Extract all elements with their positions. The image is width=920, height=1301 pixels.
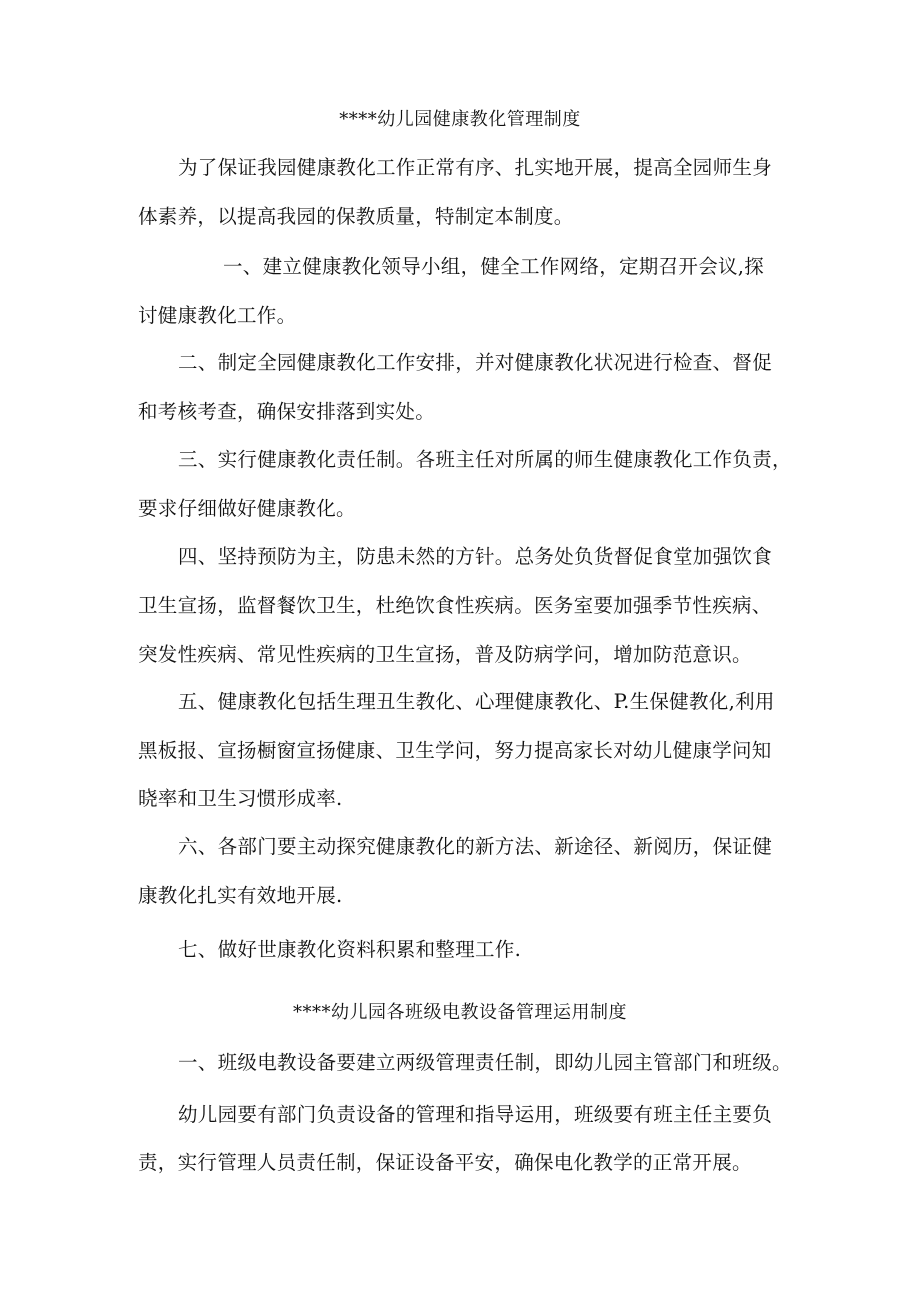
section1-line-6: 和考核考查，确保安排落到实处。 bbox=[138, 400, 436, 423]
section2-line-3: 责，实行管理人员责任制，保证设备平安，确保电化教学的正常开展。 bbox=[138, 1151, 752, 1174]
section2-title: ****幼儿园各班级电教设备管理运用制度 bbox=[293, 1002, 627, 1023]
section1-line-5: 二、制定全园健康教化工作安排，并对健康教化状况进行检查、督促 bbox=[178, 351, 773, 374]
section2-line-1: 一、班级电教设备要建立两级管理责任制，即幼儿园主管部门和班级。 bbox=[178, 1051, 792, 1074]
section1-line-13: 黑板报、宣扬橱窗宣扬健康、卫生学问，努力提高家长对幼儿健康学问知 bbox=[138, 739, 772, 762]
section1-line-2: 体素养，以提高我园的保教质量，特制定本制度。 bbox=[138, 205, 574, 228]
section1-line-11: 突发性疾病、常见性疾病的卫生宣扬，普及防病学问，增加防范意识。 bbox=[138, 643, 752, 666]
section1-line-10: 卫生宣扬，监督餐饮卫生，杜绝饮食性疾病。医务室要加强季节性疾病、 bbox=[138, 594, 772, 617]
section1-line-3: 一、建立健康教化领导小组，健全工作网络，定期召开会议,探 bbox=[223, 255, 765, 278]
section1-line-16: 康教化扎实有效地开展. bbox=[138, 884, 343, 907]
section1-line-17: 七、做好世康教化资料积累和整理工作. bbox=[178, 938, 522, 961]
section1-line-12: 五、健康教化包括生理丑生教化、心理健康教化、P.生保健教化,利用 bbox=[178, 690, 775, 713]
section1-line-9: 四、坚持预防为主，防患未然的方针。总务处负货督促食堂加强饮食 bbox=[178, 545, 773, 568]
section2-line-2: 幼儿园要有部门负责设备的管理和指导运用，班级要有班主任主要负 bbox=[178, 1103, 773, 1126]
section1-line-15: 六、各部门要主动探究健康教化的新方法、新途径、新阅历，保证健 bbox=[178, 835, 773, 858]
section1-line-14: 晓率和卫生习惯形成率. bbox=[138, 787, 343, 810]
section1-line-7: 三、实行健康教化责任制。各班主任对所属的师生健康教化工作负责， bbox=[178, 448, 792, 471]
section1-line-1: 为了保证我园健康教化工作正常有序、扎实地开展，提高全园师生身 bbox=[178, 156, 773, 179]
section1-line-8: 要求仔细做好健康教化。 bbox=[138, 497, 356, 520]
section1-line-4: 讨健康教化工作。 bbox=[138, 304, 297, 327]
section1-title: ****幼儿园健康教化管理制度 bbox=[339, 109, 581, 130]
